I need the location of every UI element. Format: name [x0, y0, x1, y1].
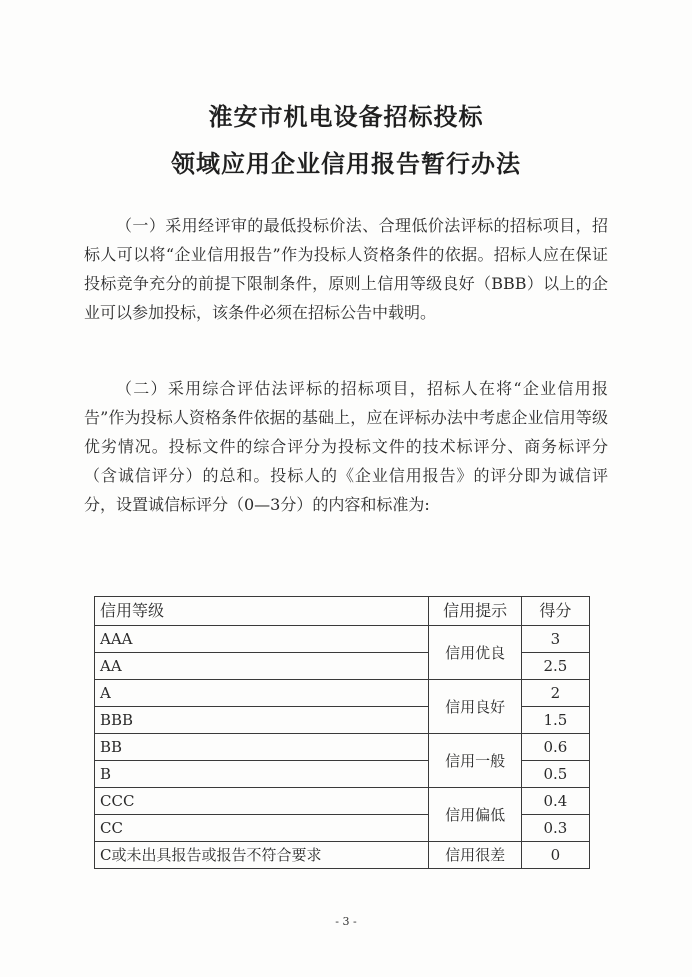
hint-cell: 信用良好 [429, 680, 521, 734]
document-title-line-2: 领域应用企业信用报告暂行办法 [171, 149, 521, 178]
table-row [95, 788, 590, 815]
page-number: - 3 - [335, 915, 357, 928]
score-cell: 3 [521, 626, 589, 653]
hint-cell: 信用很差 [429, 842, 521, 869]
grade-cell: B [95, 761, 429, 788]
document-title-line-1: 淮安市机电设备招标投标 [208, 102, 484, 131]
score-cell: 2 [521, 680, 589, 707]
paragraph-1: （一）采用经评审的最低投标价法、合理低价法评标的招标项目，招标人可以将“企业信用报告”作为投标人资格条件的依据。招标人应在保证投标竞争充分的前提下限制条件，原则上信用等级良好（BBB）以上的企业可以参加投标，该条件必须在招标公告中载明。 [84, 216, 608, 322]
table-row [95, 842, 590, 869]
score-cell: 0 [521, 842, 589, 869]
score-cell: 0.5 [521, 761, 589, 788]
score-cell: 1.5 [521, 707, 589, 734]
table-row [95, 734, 590, 761]
grade-cell: CC [95, 815, 429, 842]
credit-score-table [94, 596, 590, 869]
grade-cell: BB [95, 734, 429, 761]
paragraph-2: （二）采用综合评估法评标的招标项目，招标人在将“企业信用报告”作为投标人资格条件依据的基础上，应在评标办法中考虑企业信用等级优劣情况。投标文件的综合评分为投标文件的技术标评分、商务标评分（含诚信评分）的总和。投标人的《企业信用报告》的评分即为诚信评分，设置诚信标评分（0—3分）的内容和标准为: [84, 379, 608, 514]
table-header-row [95, 597, 590, 626]
score-cell: 0.3 [521, 815, 589, 842]
header-score: 得分 [521, 597, 589, 626]
table-row [95, 626, 590, 653]
hint-cell: 信用一般 [429, 734, 521, 788]
score-cell: 2.5 [521, 653, 589, 680]
grade-cell: AA [95, 653, 429, 680]
score-cell: 0.6 [521, 734, 589, 761]
hint-cell: 信用偏低 [429, 788, 521, 842]
table-row [95, 680, 590, 707]
header-credit-grade: 信用等级 [95, 597, 429, 626]
header-credit-hint: 信用提示 [429, 597, 521, 626]
hint-cell: 信用优良 [429, 626, 521, 680]
grade-cell: C或未出具报告或报告不符合要求 [95, 842, 429, 869]
grade-cell: CCC [95, 788, 429, 815]
grade-cell: BBB [95, 707, 429, 734]
grade-cell: A [95, 680, 429, 707]
grade-cell: AAA [95, 626, 429, 653]
score-cell: 0.4 [521, 788, 589, 815]
